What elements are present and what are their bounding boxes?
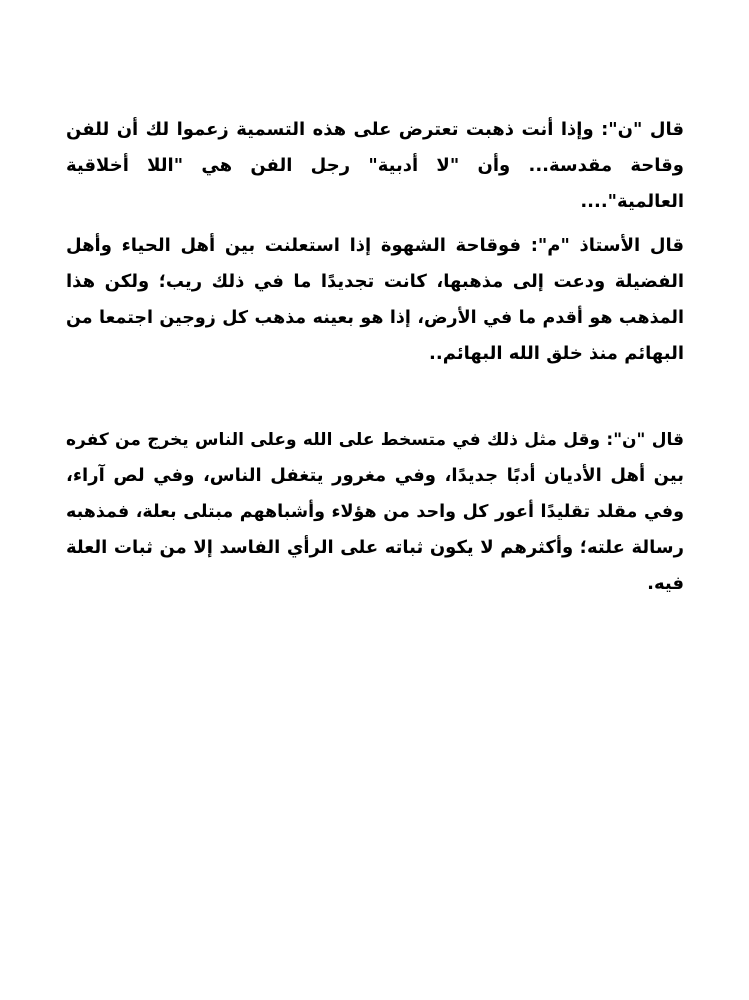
text-line: وفي مقلد تقليدًا أعور كل واحد من هؤلاء وأشباههم مبتلى بعلة، فمذهبه [66,502,684,522]
text-line: بين أهل الأديان أدبًا جديدًا، وفي مغرور يتغفل الناس، وفي لص آراء، [66,465,684,486]
text-line: العالمية".... [580,191,684,212]
text-line: قال الأستاذ "م": فوقاحة الشهوة إذا استعلنت بين أهل الحياء وأهل [66,235,684,256]
paragraph-spacer [66,220,684,228]
text-line: المذهب هو أقدم ما في الأرض، إذا هو بعينه مذهب كل زوجين اجتمعا من [66,308,684,328]
paragraph-2 [66,228,684,372]
text-line: رسالة علته؛ وأكثرهم لا يكون ثباته على الرأي الفاسد إلا من ثبات العلة [66,537,684,558]
text-line: فيه. [647,573,684,594]
text-line: قال "ن": وإذا أنت ذهبت تعترض على هذه التسمية زعموا لك أن للفن [66,119,684,140]
paragraph-spacer [66,372,684,422]
text-line: وقاحة مقدسة... وأن "لا أدبية" رجل الفن هي "اللا أخلاقية [66,155,684,176]
text-line: قال "ن": وقل مثل ذلك في متسخط على الله وعلى الناس يخرج من كفره [66,430,684,450]
document-page [66,112,684,602]
paragraph-3 [66,422,684,602]
text-line: الفضيلة ودعت إلى مذهبها، كانت تجديدًا ما في ذلك ريب؛ ولكن هذا [66,271,684,292]
paragraph-1 [66,112,684,220]
text-line: البهائم منذ خلق الله البهائم.. [429,343,684,364]
